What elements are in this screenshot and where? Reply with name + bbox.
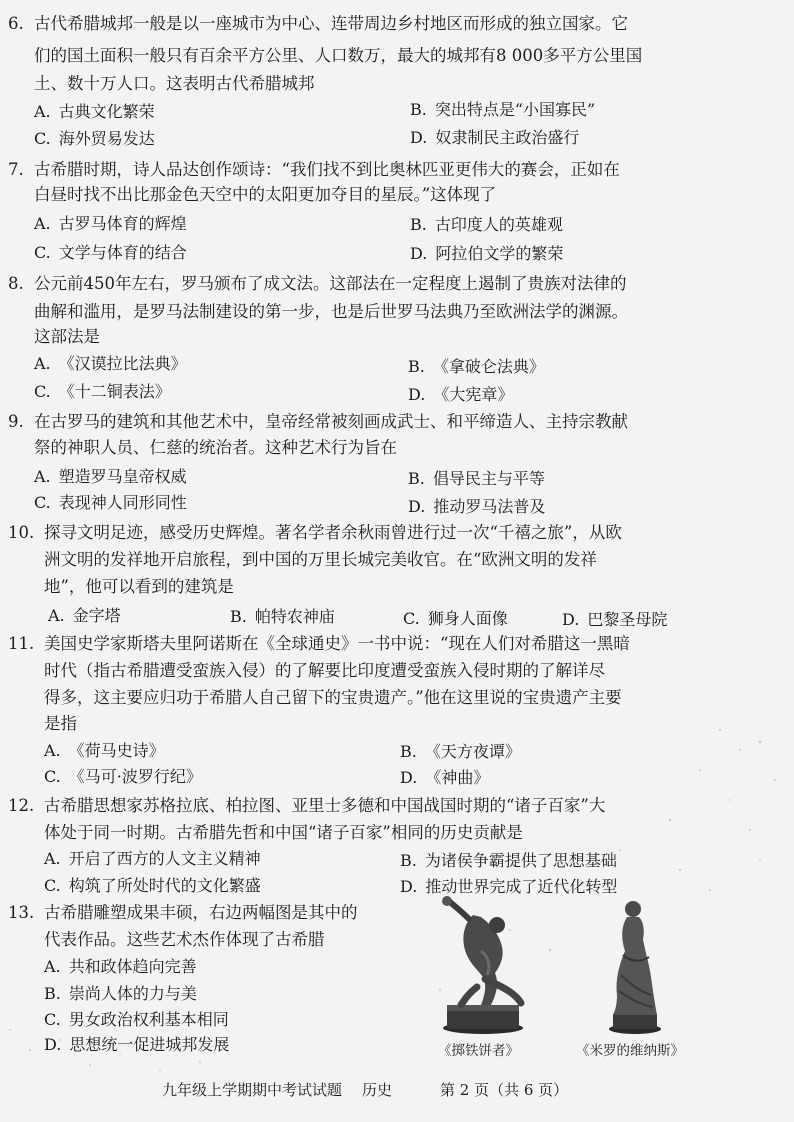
question-text-line: 时代（指古希腊遭受蛮族入侵）的了解要比印度遭受蛮族入侵时期的了解详尽: [44, 661, 605, 680]
option-d: [410, 243, 563, 265]
option-letter: D.: [408, 497, 426, 516]
option-letter: A.: [34, 214, 51, 233]
question-text-line: 体处于同一时期。古希腊先哲和中国“诸子百家”相同的历史贡献是: [44, 823, 523, 842]
option-text: 《拿破仑法典》: [432, 357, 545, 376]
option-text: 《神曲》: [425, 768, 490, 787]
option-text: 为诸侯争霸提供了思想基础: [424, 851, 617, 870]
option-letter: B.: [410, 215, 427, 234]
option-text: 阿拉伯文学的繁荣: [435, 244, 564, 263]
question-text-line: 祭的神职人员、仁慈的统治者。这种艺术行为旨在: [34, 438, 397, 457]
option-text: 倡导民主与平等: [432, 469, 545, 488]
footer-subject: 历史: [362, 1081, 393, 1099]
option-text: 男女政治权利基本相同: [68, 1010, 229, 1029]
question-text-line: 在古罗马的建筑和其他艺术中，皇帝经常被刻画成武士、和平缔造人、主持宗教献: [34, 412, 628, 431]
option-letter: B.: [400, 851, 417, 870]
option-text: 《十二铜表法》: [58, 382, 171, 401]
question-text-line: 美国史学家斯塔夫里阿诺斯在《全球通史》一书中说：“现在人们对希腊这一黑暗: [44, 634, 630, 653]
question-text-line: 代表作品。这些艺术杰作体现了古希腊: [44, 930, 325, 949]
option-letter: A.: [34, 354, 51, 373]
question-text-line: 这部法是: [34, 327, 100, 346]
option-b: [44, 983, 197, 1005]
option-text: 古典文化繁荣: [58, 102, 155, 121]
question-text-line: 古希腊思想家苏格拉底、柏拉图、亚里士多德和中国战国时期的“诸子百家”大: [44, 796, 606, 815]
option-text: 巴黎圣母院: [587, 610, 668, 629]
option-b: [410, 214, 563, 236]
option-c: [44, 766, 202, 788]
option-letter: D.: [44, 1035, 62, 1054]
option-letter: A.: [34, 102, 51, 121]
option-c: [44, 875, 261, 897]
question-text-line: 古希腊时期，诗人品达创作颂诗：“我们找不到比奥林匹亚更伟大的赛会，正如在: [34, 160, 620, 179]
option-letter: C.: [34, 129, 51, 148]
option-letter: C.: [44, 876, 61, 895]
option-letter: C.: [403, 609, 420, 628]
question-text-line: 公元前450年左右，罗马颁布了成文法。这部法在一定程度上遏制了贵族对法律的: [34, 274, 627, 293]
option-letter: A.: [48, 606, 65, 625]
option-text: 崇尚人体的力与美: [68, 984, 197, 1003]
option-text: 《大宪章》: [433, 385, 514, 404]
option-text: 塑造罗马皇帝权威: [58, 467, 187, 486]
option-letter: B.: [410, 100, 427, 119]
question-number: 6.: [8, 14, 24, 33]
question-text-line: 是指: [44, 714, 77, 733]
option-letter: D.: [408, 385, 426, 404]
option-b: [400, 850, 617, 872]
option-letter: A.: [44, 957, 61, 976]
option-letter: C.: [44, 767, 61, 786]
option-text: 文学与体育的结合: [58, 243, 187, 262]
option-text: 思想统一促进城邦发展: [69, 1035, 230, 1054]
option-a: [34, 353, 187, 375]
venus-caption: 《米罗的维纳斯》: [576, 1043, 684, 1059]
option-b: [408, 356, 545, 378]
option-c: [403, 608, 508, 630]
discobolus-statue-image: [425, 895, 540, 1035]
option-a: [34, 466, 187, 488]
option-letter: C.: [34, 382, 51, 401]
option-letter: D.: [410, 244, 428, 263]
option-d: [408, 384, 513, 406]
question-text-line: 探寻文明足迹，感受历史辉煌。著名学者余秋雨曾进行过一次“千禧之旅”，从欧: [44, 523, 622, 542]
question-number: 12.: [8, 796, 35, 815]
option-text: 奴隶制民主政治盛行: [435, 128, 580, 147]
footer-page-number: 第 2 页（共 6 页）: [440, 1081, 569, 1099]
option-a: [34, 101, 155, 123]
option-d: [408, 496, 545, 518]
option-letter: A.: [34, 467, 51, 486]
option-d: [44, 1034, 229, 1056]
option-a: [48, 605, 121, 627]
option-b: [400, 741, 521, 763]
question-text-line: 洲文明的发祥地开启旅程，到中国的万里长城完美收官。在“欧洲文明的发祥: [44, 550, 597, 569]
option-d: [400, 767, 489, 789]
option-text: 金字塔: [72, 606, 121, 625]
question-number: 8.: [8, 274, 24, 293]
option-a: [34, 213, 187, 235]
question-text-line: 地”，他可以看到的建筑是: [44, 577, 234, 596]
option-letter: D.: [562, 610, 580, 629]
question-text-line: 们的国土面积一般只有百余平方公里、人口数万，最大的城邦有8 000多平方公里国: [34, 46, 643, 65]
option-letter: C.: [34, 243, 51, 262]
question-text-line: 土、数十万人口。这表明古代希腊城邦: [34, 74, 315, 93]
option-text: 推动罗马法普及: [433, 497, 546, 516]
option-d: [562, 609, 667, 631]
option-text: 突出特点是“小国寡民”: [434, 100, 596, 119]
option-a: [44, 740, 165, 762]
option-letter: A.: [44, 849, 61, 868]
option-text: 开启了西方的人文主义精神: [68, 849, 261, 868]
option-text: 构筑了所处时代的文化繁盛: [68, 876, 261, 895]
option-c: [44, 1009, 229, 1031]
question-number: 10.: [8, 523, 35, 542]
option-a: [44, 848, 261, 870]
option-text: 《马可·波罗行纪》: [68, 767, 202, 786]
option-text: 古印度人的英雄观: [434, 215, 563, 234]
option-letter: D.: [410, 128, 428, 147]
option-letter: C.: [34, 493, 51, 512]
option-text: 古罗马体育的辉煌: [58, 214, 187, 233]
option-c: [34, 492, 187, 514]
option-text: 表现神人同形同性: [58, 493, 187, 512]
option-letter: B.: [408, 357, 425, 376]
option-b: [410, 99, 595, 121]
question-text-line: 曲解和滥用，是罗马法制建设的第一步，也是后世罗马法典乃至欧洲法学的渊源。: [34, 302, 628, 321]
option-letter: A.: [44, 741, 61, 760]
option-text: 狮身人面像: [427, 609, 508, 628]
question-number: 11.: [8, 634, 35, 653]
option-letter: B.: [400, 742, 417, 761]
discobolus-caption: 《掷铁饼者》: [438, 1043, 519, 1059]
option-text: 《汉谟拉比法典》: [58, 354, 187, 373]
question-number: 13.: [8, 903, 35, 922]
option-d: [410, 127, 579, 149]
question-number: 9.: [8, 412, 24, 431]
option-b: [408, 468, 545, 490]
question-text-line: 古希腊雕塑成果丰硕，右边两幅图是其中的: [44, 903, 358, 922]
option-letter: B.: [44, 984, 61, 1003]
footer-exam-title: 九年级上学期期中考试试题: [162, 1081, 343, 1099]
question-number: 7.: [8, 160, 24, 179]
option-letter: D.: [400, 768, 418, 787]
option-text: 共和政体趋向完善: [68, 957, 197, 976]
option-letter: B.: [408, 469, 425, 488]
option-text: 海外贸易发达: [58, 129, 155, 148]
option-c: [34, 381, 171, 403]
option-b: [230, 606, 335, 628]
option-text: 《荷马史诗》: [68, 741, 165, 760]
option-letter: C.: [44, 1010, 61, 1029]
option-c: [34, 242, 187, 264]
option-text: 《天方夜谭》: [424, 742, 521, 761]
option-text: 帕特农神庙: [254, 607, 335, 626]
option-c: [34, 128, 155, 150]
venus-de-milo-statue-image: [595, 895, 675, 1035]
option-text: 推动世界完成了近代化转型: [425, 877, 618, 896]
option-a: [44, 956, 197, 978]
question-text-line: 古代希腊城邦一般是以一座城市为中心、连带周边乡村地区而形成的独立国家。它: [34, 14, 628, 33]
option-letter: D.: [400, 877, 418, 896]
question-text-line: 白昼时找不出比那金色天空中的太阳更加夺目的星辰。”这体现了: [34, 185, 497, 204]
option-letter: B.: [230, 607, 247, 626]
question-text-line: 得多，这主要应归功于希腊人自己留下的宝贵遗产。”他在这里说的宝贵遗产主要: [44, 688, 622, 707]
